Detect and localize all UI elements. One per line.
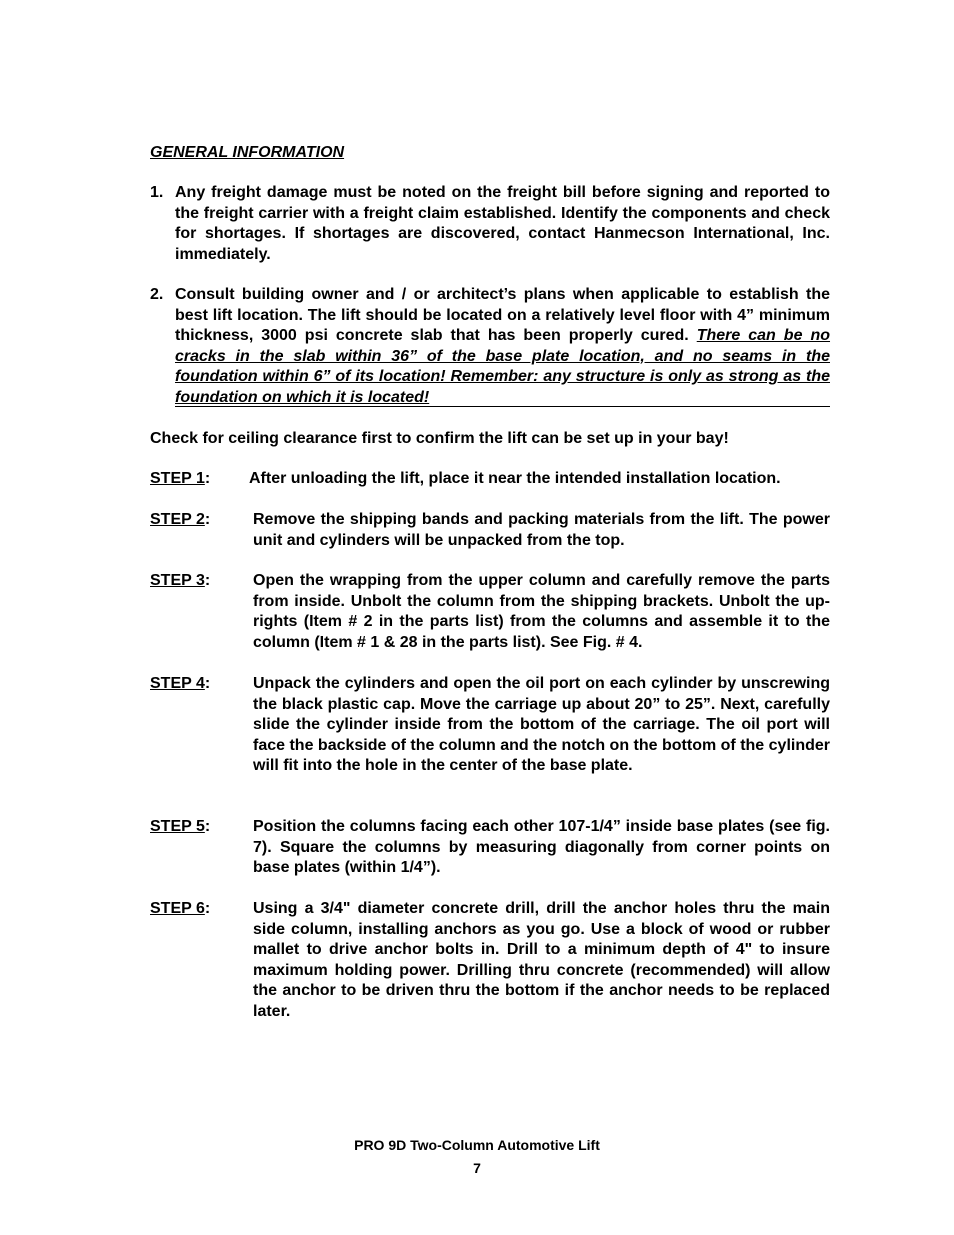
info-item-1: [150, 183, 830, 265]
footer-title: PRO 9D Two-Column Automotive Lift: [354, 1137, 600, 1153]
item-text: Consult building owner and / or architect’s plans when applicable to establish the best lift location. The lift should be located on a relatively level floor with 4” minimum thickness, 3000 psi concrete slab that has been properly cured.: [175, 286, 830, 344]
step-6: [150, 899, 830, 1022]
ceiling-note: Check for ceiling clearance first to confirm the lift can be set up in your bay!: [150, 430, 729, 447]
foundation-warning: There can be no cracks in the slab within 36” of the base plate location, and no seams in the foundation within 6” of its location! Remember: any structure is only as strong as the foundation on which it is located!: [175, 327, 831, 406]
step-text: Open the wrapping from the upper column and carefully remove the parts from inside. Unbolt the column from the shipping brackets. Unbolt the up-rights (Item # 2 in the parts list) from the columns and assemble it to the column (Item # 1 & 28 in the parts list). See Fig. # 4.: [253, 572, 830, 651]
step-3: [150, 571, 830, 653]
step-label: STEP 2:: [150, 511, 211, 528]
step-label: STEP 5:: [150, 818, 211, 835]
warning-underline-rule: [175, 406, 830, 407]
step-label: STEP 1:: [150, 470, 211, 487]
item-text-block: [175, 285, 830, 408]
step-4: [150, 674, 830, 777]
item-number: 1.: [150, 184, 164, 201]
step-text: Position the columns facing each other 107-1/4” inside base plates (see fig. 7). Square the columns by measuring diagonally from corner points on base plates (within 1/4”).: [253, 818, 830, 876]
step-text: Remove the shipping bands and packing materials from the lift. The power unit and cylinders will be unpacked from the top.: [253, 511, 830, 549]
step-label: STEP 6:: [150, 900, 211, 917]
step-2: [150, 510, 830, 551]
page-number: 7: [473, 1160, 481, 1176]
step-text: After unloading the lift, place it near the intended installation location.: [249, 470, 781, 487]
section-heading: GENERAL INFORMATION: [150, 144, 345, 161]
step-5: [150, 817, 830, 879]
step-text: Using a 3/4" diameter concrete drill, drill the anchor holes thru the main side column, installing anchors as you go. Use a block of wood or rubber mallet to drive anchor bolts in. Drill to a minimum depth of 4" to insure maximum holding power. Drilling thru concrete (recommended) will allow the anchor to be driven thru the bottom if the anchor needs to be replaced later.: [253, 900, 830, 1020]
step-text: Unpack the cylinders and open the oil port on each cylinder by unscrewing the black plastic cap. Move the carriage up about 20” to 25”. Next, carefully slide the cylinder inside from the bottom of the carriage. The oil port will face the backside of the column and the notch on the bottom of the cylinder will fit into the hole in the center of the base plate.: [253, 675, 830, 774]
info-item-2: [150, 285, 830, 408]
step-label: STEP 3:: [150, 572, 211, 589]
item-text: Any freight damage must be noted on the freight bill before signing and reported to the freight carrier with a freight claim established. Identify the components and check for shortages. If shortages are discovered, contact Hanmecson International, Inc. immediately.: [175, 184, 830, 263]
step-label: STEP 4:: [150, 675, 211, 692]
step-1: [150, 469, 830, 490]
item-number: 2.: [150, 286, 164, 303]
